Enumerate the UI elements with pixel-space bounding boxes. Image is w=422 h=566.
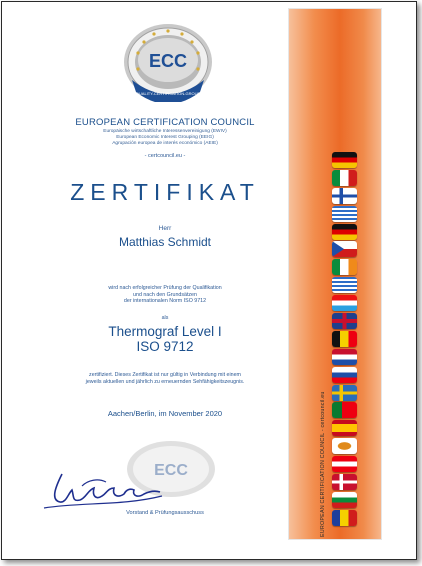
place-date: Aachen/Berlin, im November 2020: [107, 409, 223, 418]
luxembourg-flag-icon: [332, 295, 357, 311]
ecc-logo-icon: [122, 22, 214, 102]
org-line: Agrupación europea de interés económico (AEIE): [112, 140, 218, 146]
belgium-flag-icon: [332, 331, 357, 347]
org-line: European Economic Interest Grouping (EEIG): [116, 134, 214, 140]
bulgaria-flag-icon: [332, 492, 357, 508]
org-line: Europäische wirtschaftliche Interessenvereinigung (EWIV): [103, 129, 227, 134]
website-link[interactable]: - certcouncil.eu -: [144, 153, 186, 159]
organization-subtitle: [17, 129, 313, 146]
denmark-flag-icon: [332, 474, 357, 490]
austria-flag-icon: [332, 456, 357, 472]
germany2-flag-icon: [332, 224, 357, 240]
germany-flag-icon: [332, 152, 357, 168]
holder-name: Matthias Schmidt: [118, 235, 212, 249]
logo-text: ECC: [148, 51, 188, 71]
certificate-title: ZERTIFIKAT: [70, 179, 260, 205]
logo-ring-text: QUALITY-CERTIFICATION-GROUP: [135, 91, 201, 96]
qualification-title: Thermograf Level I: [108, 324, 222, 339]
certificate-page: [1, 1, 417, 560]
greece2-flag-icon: [332, 277, 357, 293]
intro-text: [17, 285, 313, 305]
italy-flag-icon: [332, 170, 357, 186]
side-band-text: EUROPEAN CERTIFICATION COUNCIL - certcouncil.eu: [320, 391, 326, 537]
als-text: als: [161, 315, 169, 321]
validity-line: jeweils aktuellen und jährlich zu erneuernden Sehfähigkeitszeugnis.: [85, 378, 245, 385]
ireland-flag-icon: [332, 259, 357, 275]
validity-line: zertifiziert. Dieses Zertifikat ist nur gültig in Verbindung mit einem: [89, 372, 241, 378]
portugal-flag-icon: [332, 402, 357, 418]
intro-line: wird nach erfolgreicher Prüfung der Qualifikation: [108, 285, 222, 291]
slovenia-flag-icon: [332, 367, 357, 383]
board-caption: Vorstand & Prüfungsausschuss: [126, 510, 204, 516]
validity-text: [17, 372, 313, 385]
intro-line: der internationalen Norm ISO 9712: [123, 298, 207, 305]
intro-line: und nach den Grundsätzen: [133, 291, 197, 298]
spain-flag-icon: [332, 420, 357, 436]
sweden-flag-icon: [332, 385, 357, 401]
romania-flag-icon: [332, 510, 357, 526]
flag-column: [332, 152, 362, 528]
netherlands-flag-icon: [332, 349, 357, 365]
salutation: Herr: [158, 225, 172, 232]
organization-name: EUROPEAN CERTIFICATION COUNCIL: [75, 117, 255, 128]
czech-flag-icon: [332, 241, 357, 257]
finland-flag-icon: [332, 188, 357, 204]
signature-icon: [42, 466, 222, 516]
cyprus-flag-icon: [332, 438, 357, 454]
qualification-norm: ISO 9712: [136, 339, 194, 354]
greece-flag-icon: [332, 206, 357, 222]
uk-flag-icon: [332, 313, 357, 329]
svg-text:ECC: ECC: [154, 462, 188, 479]
